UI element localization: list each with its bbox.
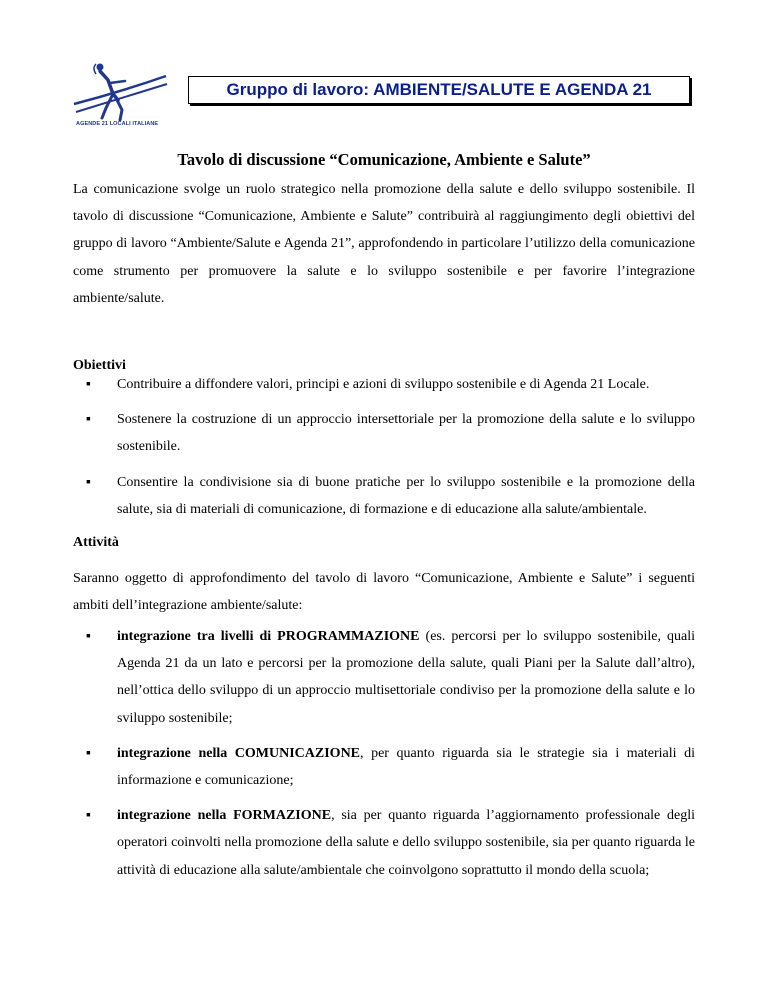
logo-caption: AGENDE 21 LOCALI ITALIANE <box>76 121 159 127</box>
page-title: Tavolo di discussione “Comunicazione, Ambiente e Salute” <box>177 150 591 169</box>
obiettivi-list <box>73 371 695 531</box>
attivita-intro-paragraph: Saranno oggetto di approfondimento del tavolo di lavoro “Comunicazione, Ambiente e Salute” i seguenti ambiti dell’integrazione ambiente/salute: <box>73 571 695 614</box>
obiettivi-heading: Obiettivi <box>73 358 126 373</box>
obiettivo-text: Sostenere la costruzione di un approccio intersettoriale per la promozione della salute e lo sviluppo sostenibile. <box>117 412 695 455</box>
bullet-icon: ▪ <box>86 474 91 490</box>
attivita-bold-label: integrazione nella FORMAZIONE <box>117 808 332 824</box>
list-item <box>73 371 695 398</box>
intro-paragraph: La comunicazione svolge un ruolo strategico nella promozione della salute e dello sviluppo sostenibile. Il tavolo di discussione “Comunicazione, Ambiente e Salute” contribuirà al raggiungimento degli obiettivi del gruppo di lavoro “Ambiente/Salute e Agenda 21”, approfondendo in particolare l’utilizzo della comunicazione come strumento per promuovere la salute e lo sviluppo sostenibile e per favorire l’integrazione ambiente/salute. <box>73 182 695 306</box>
attivita-text: , per quanto riguarda sia le strategie sia i materiali di informazione e comunicazione; <box>117 745 695 789</box>
working-group-title: Gruppo di lavoro: AMBIENTE/SALUTE E AGENDA 21 <box>226 80 652 99</box>
list-item <box>73 406 695 460</box>
bullet-icon: ▪ <box>86 808 91 824</box>
bullet-icon: ▪ <box>86 412 91 428</box>
obiettivo-text: Contribuire a diffondere valori, principi e azioni di sviluppo sostenibile e di Agenda 21 Locale. <box>117 377 650 392</box>
attivita-bold-label: integrazione tra livelli di PROGRAMMAZIONE <box>117 629 420 644</box>
attivita-text: (es. percorsi per lo sviluppo sostenibile, quali Agenda 21 da un lato e percorsi per la promozione della salute, quali Piani per la Salute dall’altro), nell’ottica dello sviluppo di un approccio multisettoriale condiviso per la promozione della salute e lo sviluppo sostenibile; <box>117 629 695 726</box>
bullet-icon: ▪ <box>86 745 91 761</box>
attivita-list <box>73 623 695 892</box>
working-group-header-box <box>188 76 690 104</box>
list-item <box>73 740 695 794</box>
list-item <box>73 469 695 523</box>
attivita-bold-label: integrazione nella COMUNICAZIONE <box>117 745 361 761</box>
obiettivo-text: Consentire la condivisione sia di buone pratiche per lo sviluppo sostenibile e la promozione della salute, sia di materiali di comunicazione, di formazione e di educazione alla salute/ambientale. <box>117 474 695 517</box>
list-item <box>73 802 695 884</box>
attivita-text: , sia per quanto riguarda l’aggiornamento professionale degli operatori coinvolti nella promozione della salute e dello sviluppo sostenibile, sia per quanto riguarda le attività di educazione alla salute/ambientale che coinvolgono soprattutto il mondo della scuola; <box>117 808 695 878</box>
bullet-icon: ▪ <box>86 629 91 644</box>
list-item <box>73 623 695 732</box>
bullet-icon: ▪ <box>86 377 91 392</box>
attivita-heading: Attività <box>73 535 119 550</box>
